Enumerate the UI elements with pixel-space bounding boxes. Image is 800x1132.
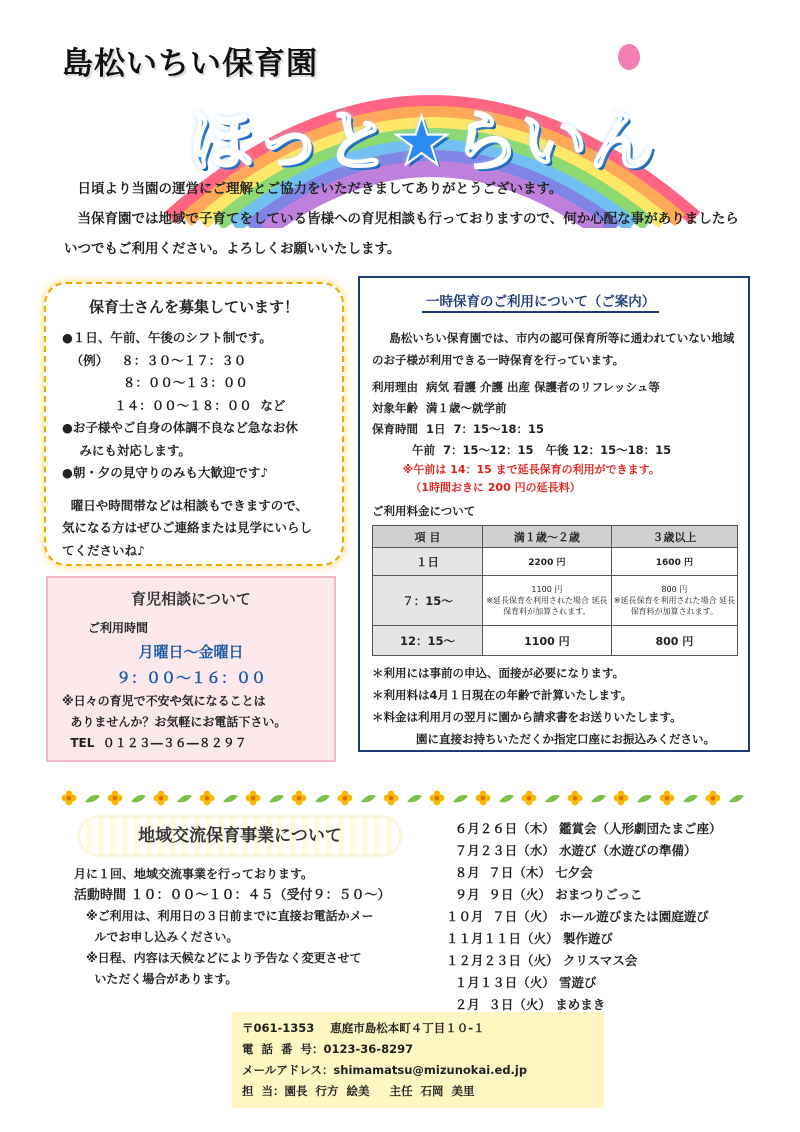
fee-value: 1100 円 <box>531 585 563 594</box>
leaf-icon <box>81 790 104 808</box>
fee-note: ※延長保育を利用された場合 延長保育料が加算されます。 <box>613 596 735 616</box>
consult-phone: TEL ０１２３―３６―８２９７ <box>62 736 247 750</box>
staff-contacts: 担 当：園長 行方 絵美 主任 石岡 美里 <box>242 1084 475 1098</box>
flower-icon <box>518 790 541 808</box>
fee-header: ３歳以上 <box>611 526 737 548</box>
flower-divider <box>58 790 748 808</box>
schedule-item: ８月 ７日（木） 七夕会 <box>446 865 593 880</box>
temp-care-box <box>358 276 750 752</box>
leaf-icon <box>725 790 748 808</box>
fee-cell <box>611 576 737 626</box>
fee-row-label: １日 <box>373 548 483 576</box>
fee-header: 項 目 <box>373 526 483 548</box>
phone-number: 電 話 番 号：0123-36-8297 <box>242 1042 414 1056</box>
temp-care-title: 一時保育のご利用について（ご案内） <box>422 290 659 313</box>
schedule-item: １０月 ７日（火） ホール遊びまたは園庭遊び <box>446 909 709 924</box>
flower-icon <box>610 790 633 808</box>
intro-text <box>64 174 744 264</box>
flower-icon <box>288 790 311 808</box>
fee-note: ※延長保育を利用された場合 延長保育料が加算されます。 <box>486 596 608 616</box>
fee-cell: 800 円 <box>611 626 737 656</box>
newsletter-title: ほっと★らいん <box>188 103 658 180</box>
schedule-list <box>446 818 766 1016</box>
leaf-icon <box>311 790 334 808</box>
recruit-line: ●お子様やご自身の体調不良など急なお休 <box>62 420 298 435</box>
community-note: ※日程、内容は天候などにより予告なく変更させて <box>86 951 362 965</box>
recruit-line: みにも対応します。 <box>62 442 191 458</box>
temp-care-note: ＊利用には事前の申込、面接が必要になります。 <box>372 666 625 680</box>
flower-icon <box>564 790 587 808</box>
fee-value: 800 円 <box>661 585 688 594</box>
flower-icon <box>104 790 127 808</box>
table-row <box>373 548 738 576</box>
intro-line-1: 日頃より当園の運営にご理解とご協力をいただきましてありがとうございます。 <box>77 181 563 197</box>
email-address: メールアドレス：shimamatsu@mizunokai.ed.jp <box>242 1063 528 1077</box>
flower-icon <box>242 790 265 808</box>
community-intro: 月に１回、地域交流事業を行っております。 <box>74 867 314 881</box>
leaf-icon <box>449 790 472 808</box>
schedule-item: １月１３日（火） 雪遊び <box>446 975 597 990</box>
recruit-line: ●１日、午前、午後のシフト制です。 <box>62 330 272 345</box>
intro-line-2: 当保育園では地域で子育てをしている皆様への育児相談も行っておりますので、何か心配な事がありましたらいつでもご利用ください。よろしくお願いいたします。 <box>64 211 739 257</box>
fee-table <box>372 525 738 656</box>
leaf-icon <box>679 790 702 808</box>
flower-icon <box>334 790 357 808</box>
schedule-item: ７月２３日（水） 水遊び（水遊びの準備） <box>446 843 697 858</box>
fee-cell <box>483 576 612 626</box>
recruit-line: ●朝・夕の見守りのみも大歓迎です♪ <box>62 465 269 480</box>
schedule-item: ６月２６日（木） 鑑賞会（人形劇団たまご座） <box>446 821 722 836</box>
temp-care-note: 園に直接お持ちいただくか指定口座にお振込みください。 <box>372 732 716 746</box>
schedule-item: １２月２３日（火） クリスマス会 <box>446 953 638 968</box>
org-name: 島松いちい保育園 <box>62 46 318 82</box>
extension-note: ※午前は 14：15 まで延長保育の利用ができます。 <box>372 463 660 476</box>
community-time: 活動時間 １０：００～１０：４５（受付９：５０～） <box>74 888 391 903</box>
flower-icon <box>380 790 403 808</box>
flower-icon <box>472 790 495 808</box>
fee-title: ご利用料金について <box>372 504 476 518</box>
contact-info <box>232 1012 604 1108</box>
postal-address: 〒061-1353 恵庭市島松本町４丁目１０-１ <box>242 1021 485 1035</box>
leaf-icon <box>495 790 518 808</box>
recruit-closing: 曜日や時間帯などは相談もできますので、 <box>62 497 308 513</box>
fee-cell: 2200 円 <box>483 548 612 576</box>
recruit-title: 保育士さんを募集しています！ <box>88 298 299 316</box>
community-note: ルでお申し込みください。 <box>86 930 239 944</box>
community-note: ※ご利用は、利用日の３日前までに直接お電話かメー <box>86 909 374 923</box>
community-title: 地域交流保育事業について <box>80 818 400 854</box>
schedule-item: ２月 ３日（火） まめまき <box>446 997 606 1012</box>
consult-box <box>46 576 336 762</box>
leaf-icon <box>633 790 656 808</box>
temp-care-note: ＊利用料は4月１日現在の年齢で計算いたします。 <box>372 688 633 702</box>
recruit-box <box>44 282 344 566</box>
fee-row-label: ７：15～ <box>373 576 483 626</box>
consult-title: 育児相談について <box>131 590 251 608</box>
recruit-line: （例） ８：３０～１７：３０ <box>62 352 247 368</box>
consult-days: 月曜日～金曜日 <box>138 643 244 661</box>
fee-cell: 1600 円 <box>611 548 737 576</box>
consult-label: ご利用時間 <box>88 621 149 635</box>
flower-icon <box>58 790 81 808</box>
temp-care-intro: 島松いちい保育園では、市内の認可保育所等に通われていない地域のお子様が利用できる一時保育を行っています。 <box>372 331 735 367</box>
community-note: いただく場合があります。 <box>86 972 238 986</box>
temp-care-row: 利用理由 病気 看護 介護 出産 保護者のリフレッシュ等 <box>372 380 660 394</box>
recruit-closing: 気になる方はぜひご連絡または見学にいらし <box>62 520 313 535</box>
extension-fee-note: （1時間おきに 200 円の延長料） <box>372 481 581 494</box>
temp-care-row: 保育時間 1日 7：15～18：15 <box>372 422 545 436</box>
leaf-icon <box>265 790 288 808</box>
schedule-item: ９月 ９日（火） おまつりごっこ <box>446 887 643 902</box>
temp-care-note: ＊料金は利用月の翌月に園から請求書をお送りいたします。 <box>372 710 682 724</box>
leaf-icon <box>403 790 426 808</box>
temp-care-row: 対象年齢 満１歳～就学前 <box>372 401 507 415</box>
fee-cell: 1100 円 <box>483 626 612 656</box>
schedule-item: １１月１１日（火） 製作遊び <box>446 931 613 946</box>
community-body <box>74 864 434 990</box>
flower-icon <box>426 790 449 808</box>
recruit-line: １４：００～１８：００ など <box>62 397 286 413</box>
leaf-icon <box>541 790 564 808</box>
flower-icon <box>196 790 219 808</box>
recruit-closing: てくださいね♪ <box>62 542 145 558</box>
consult-line: ありませんか？お気軽にお電話下さい。 <box>62 715 287 729</box>
leaf-icon <box>127 790 150 808</box>
table-row <box>373 576 738 626</box>
leaf-icon <box>173 790 196 808</box>
leaf-icon <box>357 790 380 808</box>
flower-icon <box>150 790 173 808</box>
fee-header: 満１歳～２歳 <box>483 526 612 548</box>
temp-care-row: 午前 7：15～12：15 午後 12：15～18：15 <box>372 443 672 457</box>
leaf-icon <box>587 790 610 808</box>
leaf-icon <box>219 790 242 808</box>
consult-hours: ９：００～１６：００ <box>115 669 266 687</box>
flower-icon <box>702 790 725 808</box>
table-row <box>373 626 738 656</box>
recruit-line: ８：００～１３：００ <box>62 375 248 390</box>
balloon-icon <box>618 44 640 70</box>
fee-row-label: 12：15～ <box>373 626 483 656</box>
flower-icon <box>656 790 679 808</box>
consult-line: ※日々の育児で不安や気になることは <box>62 694 266 708</box>
